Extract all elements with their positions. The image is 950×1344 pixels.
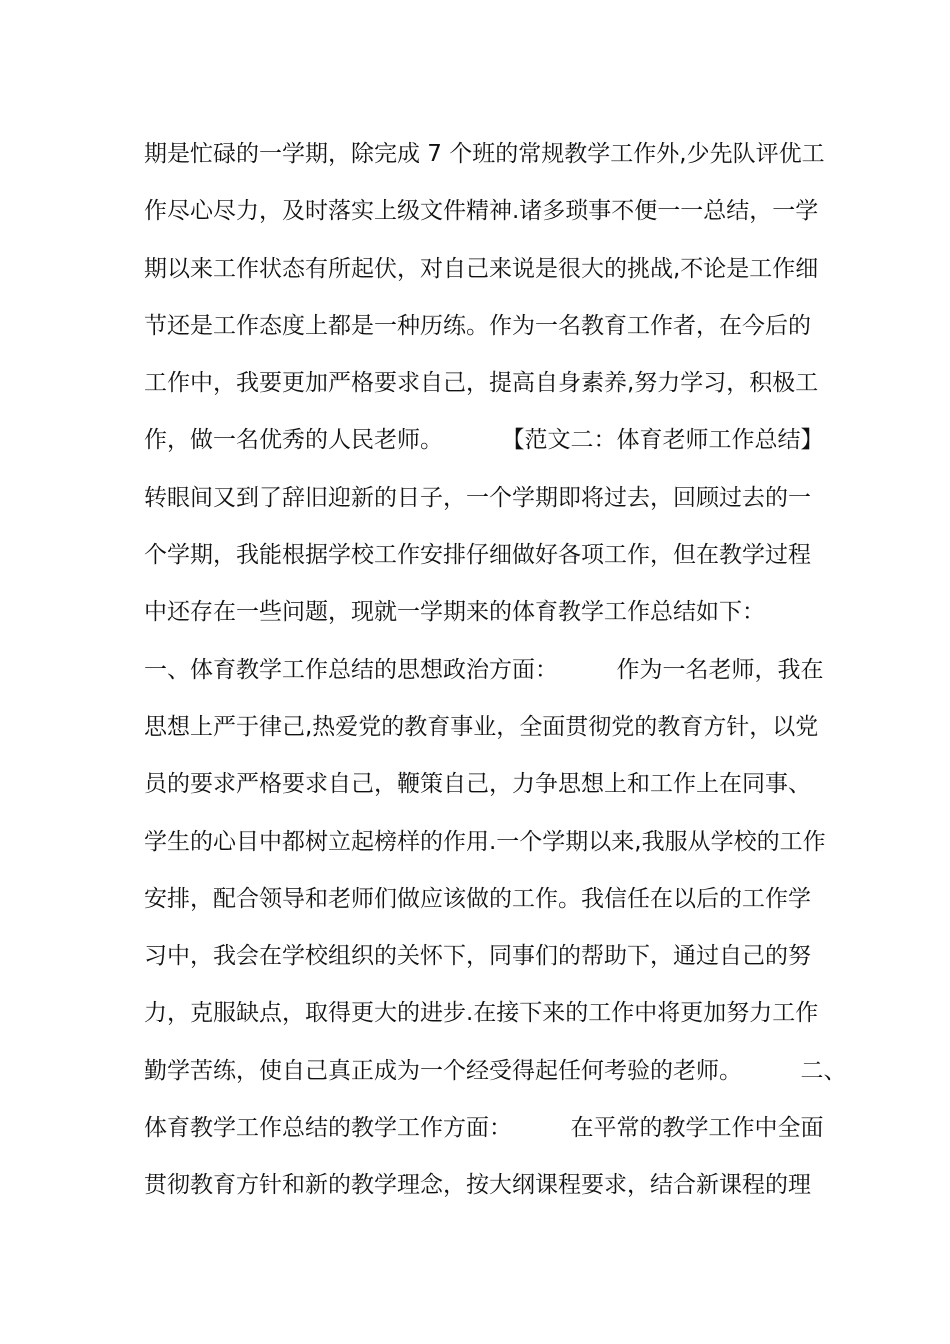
text-line: 安排，配合领导和老师们做应该做的工作。我信任在以后的工作学 (144, 885, 811, 912)
body-text (144, 126, 847, 1215)
text-line: 体育教学工作总结的教学工作方面： 在平常的教学工作中全面 (144, 1115, 824, 1142)
text-line: 一、体育教学工作总结的思想政治方面： 作为一名老师，我在 (144, 656, 824, 683)
text-line: 勤学苦练，使自己真正成为一个经受得起任何考验的老师。 二、 (144, 1057, 847, 1084)
text-line: 期以来工作状态有所起伏，对自己来说是很大的挑战,不论是工作细 (144, 255, 819, 282)
text-line: 贯彻教育方针和新的教学理念，按大纲课程要求，结合新课程的理 (144, 1172, 811, 1199)
text-line: 个学期，我能根据学校工作安排仔细做好各项工作，但在教学过程 (144, 542, 811, 569)
text-line: 员的要求严格要求自己，鞭策自己，力争思想上和工作上在同事、 (144, 771, 811, 798)
text-line: 习中，我会在学校组织的关怀下，同事们的帮助下，通过自己的努 (144, 943, 811, 970)
text-line: 学生的心目中都树立起榜样的作用.一个学期以来,我服从学校的工作 (144, 828, 826, 855)
text-line: 期是忙碌的一学期，除完成 7 个班的常规教学工作外,少先队评优工 (144, 141, 825, 167)
text-line: 工作中，我要更加严格要求自己，提高自身素养,努力学习，积极工 (144, 370, 819, 397)
text-line: 作尽心尽力，及时落实上级文件精神.诸多琐事不便一一总结，一学 (144, 198, 819, 225)
text-line: 转眼间又到了辞旧迎新的日子，一个学期即将过去，回顾过去的一 (144, 484, 811, 511)
text-line: 中还存在一些问题，现就一学期来的体育教学工作总结如下： (144, 599, 765, 626)
text-line: 节还是工作态度上都是一种历练。作为一名教育工作者，在今后的 (144, 312, 811, 339)
text-line: 思想上严于律己,热爱党的教育事业，全面贯彻党的教育方针，以党 (144, 713, 819, 740)
text-line: 力，克服缺点，取得更大的进步.在接下来的工作中将更加努力工作 (144, 1000, 819, 1027)
text-line: 作，做一名优秀的人民老师。 【范文二：体育老师工作总结】 (144, 427, 824, 454)
